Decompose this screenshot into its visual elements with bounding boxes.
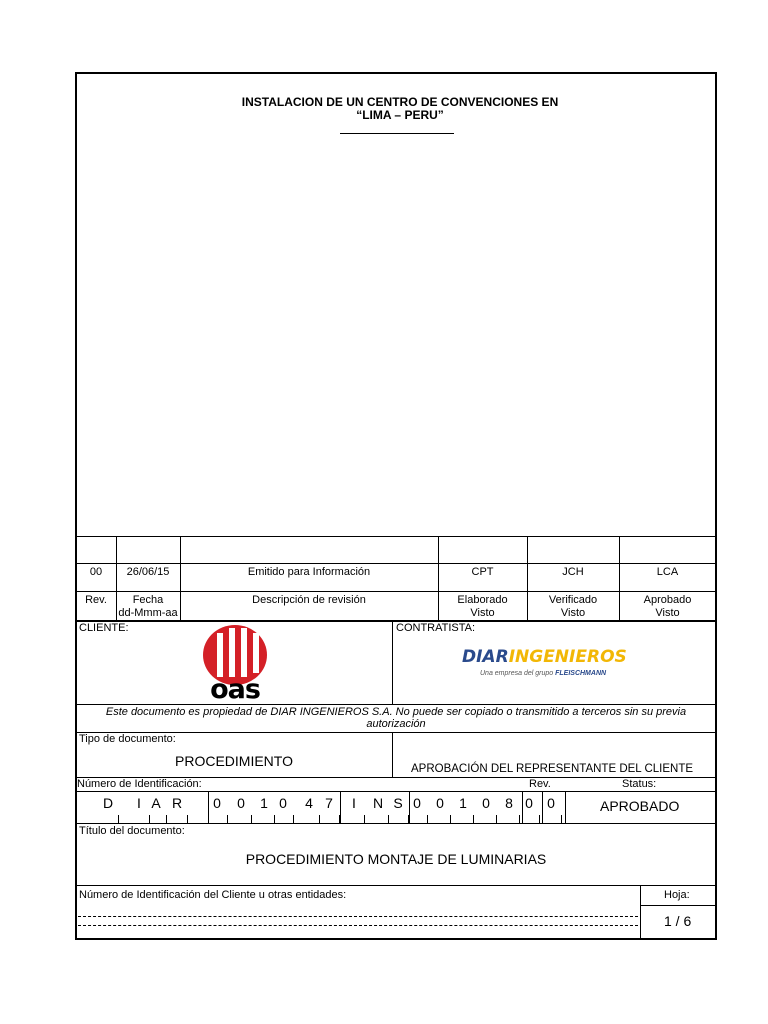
id-code-tick — [539, 815, 540, 823]
rev-label-rev: Rev. — [85, 594, 107, 606]
header-underline — [340, 133, 454, 134]
id-code-group-divider — [542, 791, 543, 823]
titulo-value: PROCEDIMIENTO MONTAJE DE LUMINARIAS — [245, 851, 547, 867]
rev-aprobado: LCA — [656, 566, 679, 578]
diar-logo-tagline — [480, 670, 606, 678]
id-code-char: 1 — [260, 795, 268, 811]
id-code-group-divider — [522, 791, 523, 823]
id-code-tick — [388, 815, 389, 823]
rev-label-fecha: Fecha — [132, 594, 164, 606]
notice-line2: autorización — [366, 718, 426, 730]
rev-label-fecha-format: dd-Mmm-aa — [118, 607, 178, 619]
diar-tagline-brand: FLEISCHMANN — [555, 670, 607, 677]
id-code-tick — [293, 815, 294, 823]
id-code-row — [76, 791, 566, 823]
id-code-tick — [118, 815, 119, 823]
cliente-id-dashed-line-1 — [78, 916, 638, 917]
id-code-char: 0 — [482, 795, 490, 811]
id-code-char: 0 — [213, 795, 221, 811]
hoja-label: Hoja: — [664, 889, 690, 901]
id-status-divider — [565, 791, 566, 823]
document-header-title-line1: INSTALACION DE UN CENTRO DE CONVENCIONES EN — [241, 95, 559, 109]
document-header-title-line2: “LIMA – PERU” — [356, 108, 444, 122]
id-code-tick — [473, 815, 474, 823]
id-code-char: I — [137, 795, 141, 811]
notice-line1: Este documento es propiedad de DIAR INGENIEROS S.A. No puede ser copiado o transmitido a terceros sin su previa — [105, 706, 687, 718]
id-code-tick — [519, 815, 520, 823]
rev-table-line-3 — [76, 591, 716, 592]
cliente-contratista-divider — [392, 620, 393, 704]
id-code-group-divider — [409, 791, 410, 823]
cliente-id-dashed-line-2 — [78, 925, 638, 926]
rev-label-aprobado-visto: Visto — [655, 607, 680, 619]
rev-elaborado: CPT — [471, 566, 494, 578]
id-code-char: A — [151, 795, 161, 811]
id-code-group-divider — [208, 791, 209, 823]
id-code-tick — [227, 815, 228, 823]
titulo-top-line — [76, 823, 716, 824]
id-code-tick — [274, 815, 275, 823]
cliente-id-top-line — [76, 885, 716, 886]
tipo-value: PROCEDIMIENTO — [175, 753, 293, 769]
id-code-char: D — [102, 795, 114, 811]
hoja-label-line — [640, 905, 716, 906]
rev-label-verificado: Verificado — [548, 594, 598, 606]
id-code-tick — [496, 815, 497, 823]
id-code-char: S — [393, 795, 403, 811]
cliente-id-label: Número de Identificación del Cliente u otras entidades: — [79, 889, 347, 901]
id-code-tick — [251, 815, 252, 823]
id-code-group-divider — [340, 791, 341, 823]
rev-table-line-2 — [76, 563, 716, 564]
id-code-char: 0 — [413, 795, 421, 811]
diar-logo-word2: INGENIEROS — [508, 647, 627, 667]
id-code-char: 0 — [525, 795, 533, 811]
id-code-char: 0 — [436, 795, 444, 811]
diar-logo — [462, 648, 627, 666]
diar-tagline-prefix: Una empresa del grupo — [480, 670, 556, 677]
hoja-divider — [640, 885, 641, 939]
id-code-char: 1 — [459, 795, 467, 811]
tipo-aprobacion-divider — [392, 732, 393, 777]
rev-label-verificado-visto: Visto — [560, 607, 586, 619]
notice-top-line — [76, 704, 716, 705]
id-label: Número de Identificación: — [77, 778, 202, 790]
id-code-char: 8 — [505, 795, 513, 811]
id-rev-label: Rev. — [529, 778, 551, 790]
id-code-tick — [149, 815, 150, 823]
rev-label-elaborado-visto: Visto — [470, 607, 495, 619]
id-status-value: APROBADO — [600, 798, 680, 814]
id-code-char: I — [352, 795, 356, 811]
id-status-label: Status: — [622, 778, 657, 790]
rev-number: 00 — [89, 566, 103, 578]
id-code-char: 0 — [237, 795, 245, 811]
rev-verificado: JCH — [562, 566, 584, 578]
id-code-tick — [427, 815, 428, 823]
id-code-tick — [187, 815, 188, 823]
id-code-char: 7 — [325, 795, 333, 811]
id-code-tick — [364, 815, 365, 823]
oas-logo-text: oas — [210, 674, 260, 705]
id-code-tick — [319, 815, 320, 823]
rev-description: Emitido para Información — [247, 566, 371, 578]
contratista-label: CONTRATISTA: — [396, 622, 476, 634]
tipo-label: Tipo de documento: — [79, 733, 176, 745]
id-code-char: R — [171, 795, 183, 811]
id-code-char: 0 — [547, 795, 555, 811]
id-code-char: 4 — [305, 795, 313, 811]
id-code-tick — [561, 815, 562, 823]
rev-label-descripcion: Descripción de revisión — [252, 594, 366, 606]
id-code-tick — [450, 815, 451, 823]
hoja-value: 1 / 6 — [664, 913, 692, 929]
rev-label-aprobado: Aprobado — [643, 594, 692, 606]
id-code-char: 0 — [279, 795, 287, 811]
rev-date: 26/06/15 — [126, 566, 170, 578]
titulo-label: Título del documento: — [79, 825, 185, 837]
diar-logo-word1: DIAR — [462, 647, 509, 667]
aprobacion-label: APROBACIÓN DEL REPRESENTANTE DEL CLIENTE — [411, 763, 694, 775]
id-code-char: N — [372, 795, 384, 811]
rev-table-top-line — [76, 536, 716, 537]
id-code-tick — [166, 815, 167, 823]
cliente-label: CLIENTE: — [79, 622, 129, 634]
rev-label-elaborado: Elaborado — [457, 594, 508, 606]
